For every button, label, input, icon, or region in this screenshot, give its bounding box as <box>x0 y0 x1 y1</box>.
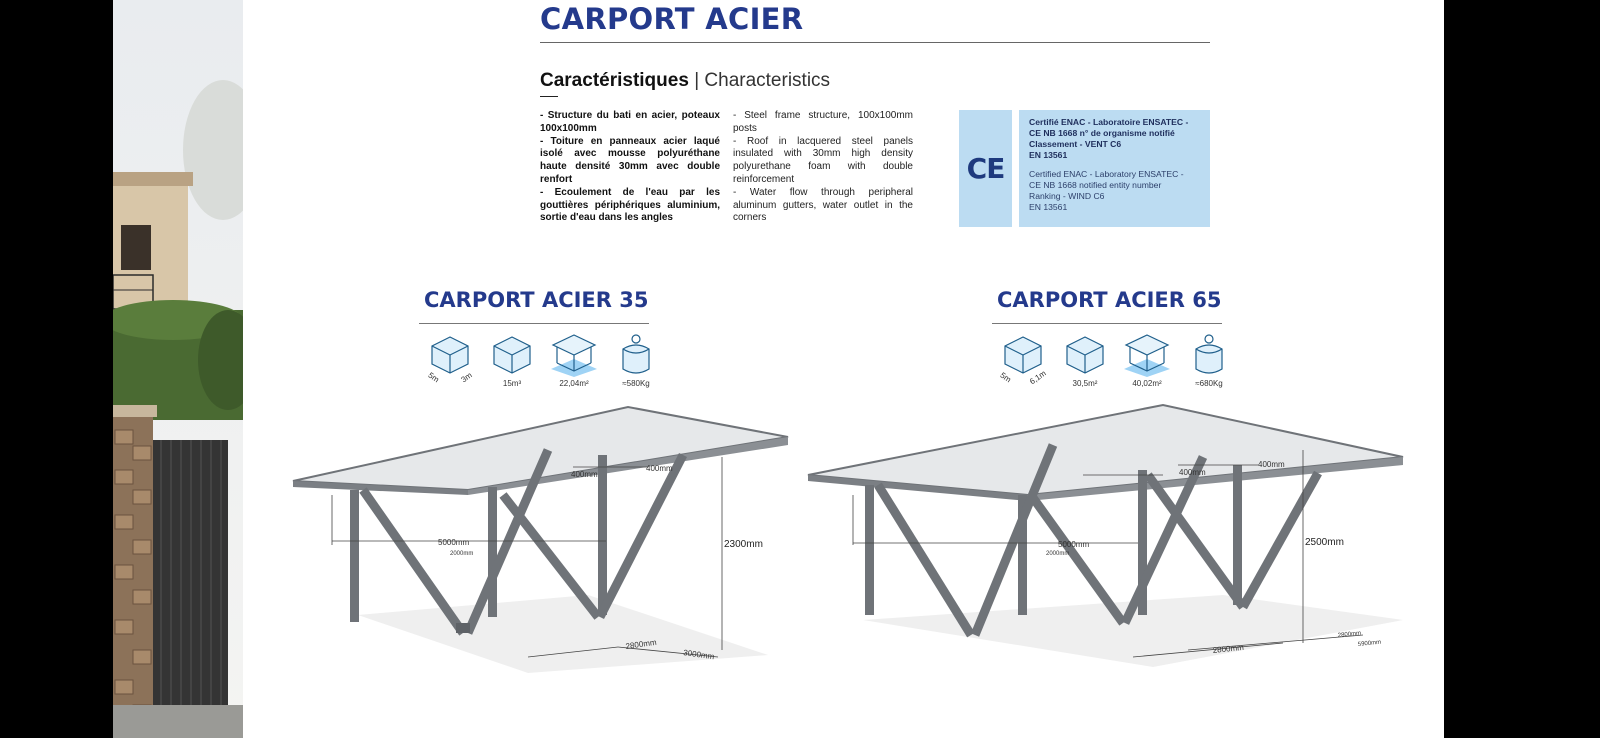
spec-volume <box>1054 333 1116 388</box>
spec-dim-b: 3m <box>459 370 474 385</box>
characteristics-fr-column <box>540 110 720 225</box>
spec-weight <box>605 333 667 388</box>
title-divider <box>540 42 1210 43</box>
product-title-65: CARPORT ACIER 65 <box>997 288 1222 312</box>
spec-volume-value: 30,5m² <box>1072 379 1098 388</box>
spec-area-value: 40,02m² <box>1132 379 1162 388</box>
en-item: - Water flow through peripheral aluminum gutters, water outlet in the corners <box>733 186 913 224</box>
heading-separator: | <box>694 70 700 91</box>
ce-mark-icon: CE <box>966 152 1005 185</box>
weight-icon <box>618 333 654 377</box>
weight-icon <box>1191 333 1227 377</box>
dim-inner: 2000mm <box>450 551 474 557</box>
fr-item: - Toiture en panneaux acier laqué isolé avec mousse polyuréthane haute densité 30mm avec double renfort <box>540 135 720 185</box>
carport-65-illustration <box>803 395 1433 680</box>
spec-weight-value: ≈580Kg <box>622 379 650 388</box>
roof-area-icon <box>1122 333 1172 377</box>
spec-area <box>1116 333 1178 388</box>
spec-area-value: 22,04m² <box>559 379 589 388</box>
dim-top-a: 400mm <box>571 470 598 479</box>
cert-line: EN 13561 <box>1029 202 1068 212</box>
dim-top-b: 400mm <box>1258 460 1285 469</box>
spec-volume-value: 15m³ <box>502 379 522 388</box>
dim-base-a: 2800mm <box>1212 642 1245 655</box>
spec-dim-a: 5m <box>997 370 1013 385</box>
spec-weight-value: ≈680Kg <box>1195 379 1223 388</box>
characteristics-heading-en: Characteristics <box>704 70 831 91</box>
cert-line: CE NB 1668 n° de organisme notifié <box>1029 128 1175 138</box>
spec-dim-a: 5m <box>426 370 441 385</box>
product-title-35: CARPORT ACIER 35 <box>424 288 649 312</box>
certification-fr <box>1029 117 1200 161</box>
characteristics-en-column <box>733 110 913 225</box>
spec-area <box>543 333 605 388</box>
brochure-page <box>113 0 1444 738</box>
dim-base-a: 2800mm <box>625 637 658 651</box>
characteristics-heading <box>540 70 830 92</box>
certification-en <box>1029 169 1200 213</box>
dim-base-b: 2800mm <box>1337 630 1362 639</box>
spec-dimensions <box>419 333 481 388</box>
fr-item: - Structure du bati en acier, poteaux 100x100mm <box>540 110 720 134</box>
spec-dimensions <box>992 333 1054 388</box>
dim-base-total: 5900mm <box>1357 639 1382 648</box>
certification-box <box>1019 110 1210 227</box>
spec-weight <box>1178 333 1240 388</box>
dim-width: 5000mm <box>1058 540 1090 549</box>
page-title: CARPORT ACIER <box>540 2 804 36</box>
dim-inner: 2000mm <box>1046 551 1070 557</box>
characteristics-heading-fr: Caractéristiques <box>540 70 689 91</box>
roof-area-icon <box>549 333 599 377</box>
heading-underline <box>540 96 558 97</box>
dim-top-b: 400mm <box>646 464 673 473</box>
dim-width: 5000mm <box>438 538 470 547</box>
en-item: - Steel frame structure, 100x100mm posts <box>733 110 913 134</box>
product-35-divider <box>419 323 649 324</box>
spec-dim-b: 6,1m <box>1027 368 1048 387</box>
product-35-specs <box>419 333 667 388</box>
cert-line: EN 13561 <box>1029 150 1068 160</box>
fr-item: - Ecoulement de l'eau par les gouttières périphériques aluminium, sortie d'eau dans les angles <box>540 186 720 224</box>
dim-height: 2500mm <box>1305 537 1344 548</box>
cert-line: Ranking - WIND C6 <box>1029 191 1105 201</box>
cube-volume-icon <box>1063 333 1107 377</box>
dim-height: 2300mm <box>724 539 763 550</box>
en-item: - Roof in lacquered steel panels insulated with 30mm high density polyurethane foam with double reinforcement <box>733 135 913 185</box>
cube-volume-icon <box>490 333 534 377</box>
ce-mark-box <box>959 110 1012 227</box>
product-65-divider <box>992 323 1222 324</box>
spec-volume <box>481 333 543 388</box>
product-65-specs <box>992 333 1240 388</box>
cert-line: CE NB 1668 notified entity number <box>1029 180 1162 190</box>
carport-35-illustration <box>288 395 803 675</box>
cert-line: Classement - VENT C6 <box>1029 139 1122 149</box>
dim-base-b: 3000mm <box>682 648 715 662</box>
dim-top-a: 400mm <box>1179 468 1206 477</box>
house-photo <box>113 0 243 738</box>
cert-line: Certified ENAC - Laboratory ENSATEC - <box>1029 169 1184 179</box>
cert-line: Certifié ENAC - Laboratoire ENSATEC - <box>1029 117 1189 127</box>
